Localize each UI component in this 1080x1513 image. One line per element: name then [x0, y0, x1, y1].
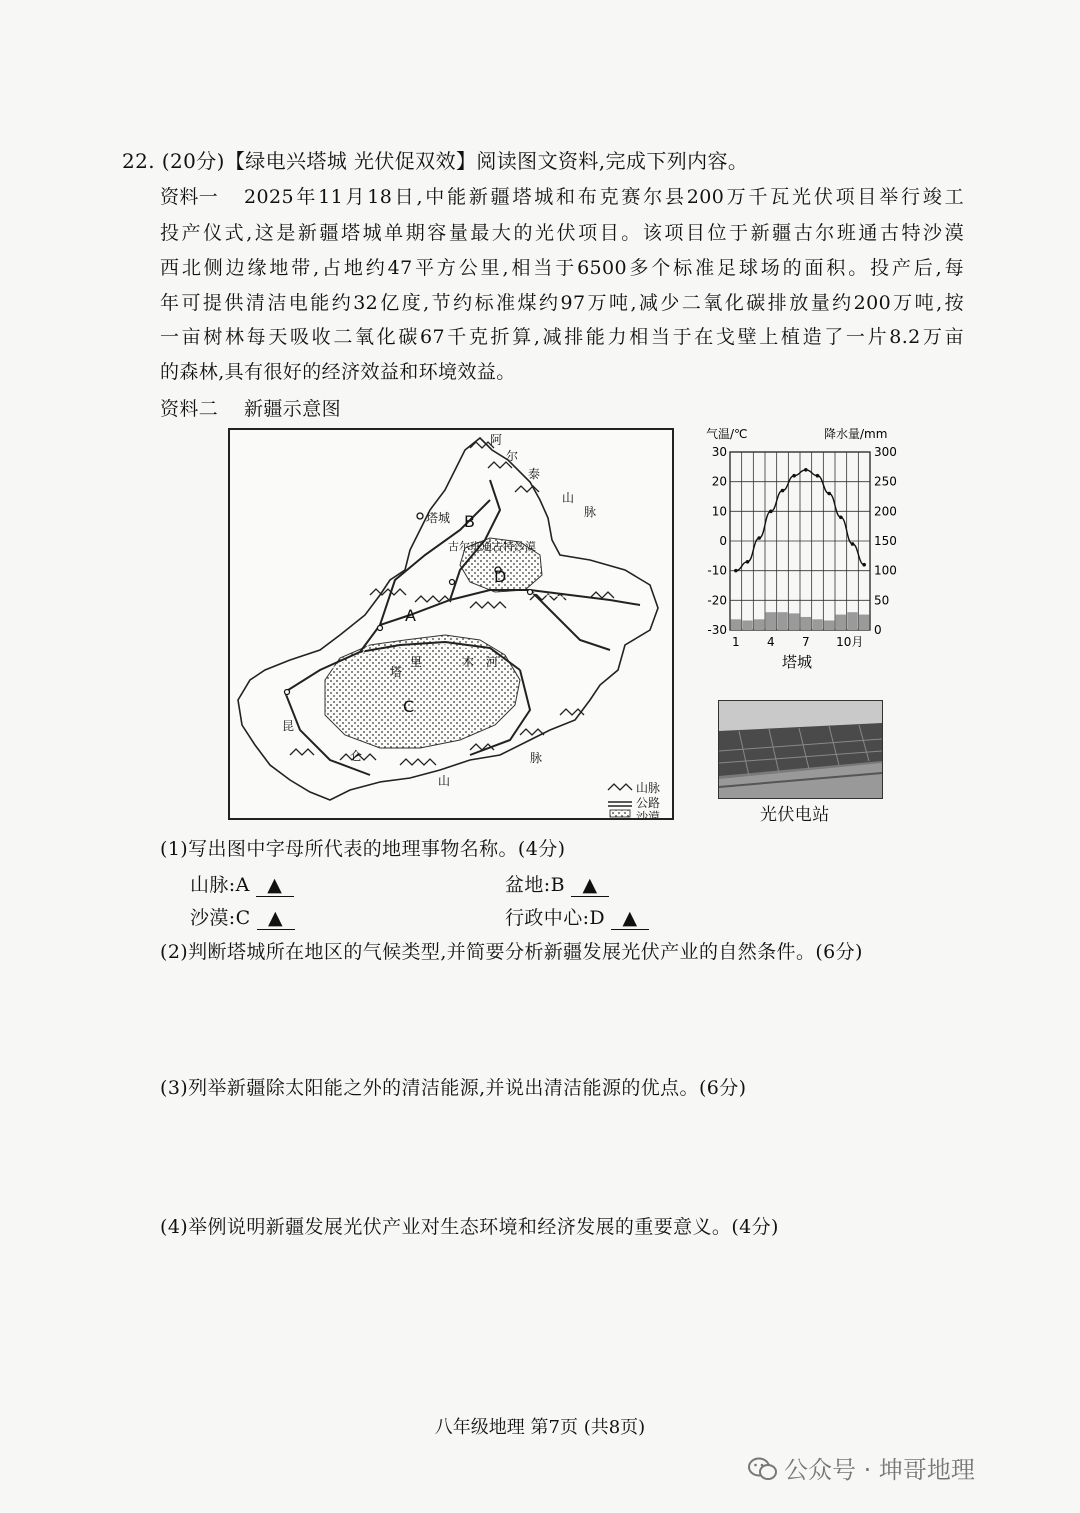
temperature-point	[862, 563, 866, 567]
label-c: C	[403, 697, 415, 716]
temperature-point	[734, 569, 738, 573]
precip-bar	[847, 612, 857, 630]
precip-tick-label: 100	[874, 563, 897, 578]
precip-tick-label: 50	[874, 593, 890, 608]
chart-station-name: 塔城	[782, 653, 813, 671]
label-tarim-1: 塔	[390, 665, 403, 679]
temp-tick-label: 10	[711, 504, 727, 519]
temperature-point	[851, 542, 855, 546]
precip-bar	[836, 615, 846, 630]
label-kunlun-4: 脉	[530, 751, 543, 765]
temp-tick-label: 0	[719, 534, 727, 548]
city-dot	[450, 580, 455, 585]
legend-mountain-label: 山脉	[636, 781, 661, 795]
temperature-point	[757, 536, 761, 540]
subq-1-a	[190, 870, 294, 897]
material-one-label: 资料一	[160, 186, 219, 208]
material-one-line-3: 西北侧边缘地带,占地约47平方公里,相当于6500多个标准足球场的面积。投产后,每	[160, 257, 964, 279]
label-gurbantunggut: 古尔班通古特沙漠	[448, 540, 536, 553]
temperature-point	[839, 515, 843, 519]
label-a: A	[405, 606, 416, 625]
precip-bar	[777, 612, 787, 630]
label-tarim-4: 河	[486, 655, 499, 669]
label-kunlun-3: 山	[438, 774, 451, 788]
label-altai-2: 尔	[506, 449, 519, 463]
temperature-point	[816, 474, 820, 478]
precip-bar	[859, 615, 869, 630]
precip-tick-label: 200	[874, 504, 897, 519]
material-one-line-4: 年可提供清洁电能约32亿度,节约标准煤约97万吨,减少二氧化碳排放量约200万吨,按	[160, 292, 964, 314]
climate-chart	[700, 420, 910, 675]
wechat-icon	[748, 1456, 778, 1482]
answer-blank-b[interactable]: ▲	[571, 874, 609, 897]
subq-1-b-label: 盆地:B	[505, 874, 565, 896]
temp-tick-label: -30	[707, 623, 727, 637]
xinjiang-map	[228, 428, 674, 820]
temperature-point	[781, 489, 785, 493]
climate-chart-svg	[700, 420, 910, 675]
material-one-line-2: 投产仪式,这是新疆塔城单期容量最大的光伏项目。该项目位于新疆古尔班通古特沙漠	[160, 222, 964, 244]
precip-bar	[754, 619, 764, 630]
subq-1-c	[190, 903, 295, 930]
subq-1-d-label: 行政中心:D	[505, 907, 606, 929]
month-tick-label: 10月	[836, 635, 864, 649]
temperature-point	[792, 474, 796, 478]
subq-1-a-label: 山脉:A	[190, 874, 250, 896]
month-tick-label: 1	[732, 635, 740, 649]
page-footer: 八年级地理 第7页 (共8页)	[434, 1417, 646, 1438]
temperature-point	[746, 560, 750, 564]
temp-tick-label: 20	[711, 474, 727, 489]
pv-station-photo	[718, 700, 883, 799]
label-altai-5: 脉	[584, 505, 597, 519]
subq-4: (4)举例说明新疆发展光伏产业对生态环境和经济发展的重要意义。(4分)	[160, 1216, 779, 1238]
legend-road-label: 公路	[636, 796, 661, 810]
subq-1-c-label: 沙漠:C	[190, 907, 251, 929]
subq-1-b	[505, 870, 609, 897]
material-one-line-6: 的森林,具有很好的经济效益和环境效益。	[160, 361, 516, 383]
label-d: D	[494, 567, 507, 586]
precip-bar	[789, 613, 799, 630]
map-svg	[230, 430, 672, 818]
photo-caption: 光伏电站	[760, 805, 830, 825]
pv-photo-svg	[719, 701, 882, 798]
subq-2: (2)判断塔城所在地区的气候类型,并简要分析新疆发展光伏产业的自然条件。(6分)	[160, 941, 863, 963]
watermark	[748, 1450, 975, 1485]
precip-bar	[766, 612, 776, 630]
month-tick-label: 7	[802, 635, 810, 649]
answer-blank-d[interactable]: ▲	[611, 907, 649, 930]
city-dot	[528, 590, 533, 595]
precip-axis-label: 降水量/mm	[824, 427, 888, 441]
label-tacheng: 塔城	[426, 511, 451, 525]
precip-bar	[731, 619, 741, 630]
answer-blank-a[interactable]: ▲	[256, 874, 294, 897]
label-altai-1: 阿	[490, 433, 503, 447]
question-header: 22. (20分)【绿电兴塔城 光伏促双效】阅读图文资料,完成下列内容。	[122, 149, 749, 173]
temperature-point	[827, 492, 831, 496]
tacheng-dot	[417, 513, 423, 519]
city-dot	[285, 690, 290, 695]
precip-tick-label: 250	[874, 474, 897, 489]
label-b: B	[464, 512, 475, 531]
answer-blank-c[interactable]: ▲	[257, 907, 295, 930]
material-two-title: 新疆示意图	[244, 398, 342, 420]
label-altai-3: 泰	[528, 467, 541, 481]
temp-tick-label: -10	[707, 563, 727, 578]
label-kunlun-2: 仑	[350, 749, 363, 763]
precip-bar	[812, 619, 822, 630]
label-tarim-3: 木	[462, 655, 475, 669]
legend-mountain-symbol	[608, 784, 632, 790]
precip-bar	[801, 617, 811, 630]
label-altai-4: 山	[562, 491, 575, 505]
xinjiang-outline	[238, 438, 661, 800]
material-one-line-1: 2025年11月18日,中能新疆塔城和布克赛尔县200万千瓦光伏项目举行竣工	[244, 186, 964, 208]
precip-bar	[742, 621, 752, 630]
label-kunlun-1: 昆	[282, 719, 295, 733]
precip-tick-label: 150	[874, 534, 897, 548]
watermark-text: 公众号 · 坤哥地理	[784, 1456, 975, 1484]
material-one-line-5: 一亩树林每天吸收二氧化碳67千克折算,减排能力相当于在戈壁上植造了一片8.2万亩	[160, 326, 964, 348]
subq-1: (1)写出图中字母所代表的地理事物名称。(4分)	[160, 838, 566, 860]
temp-tick-label: 30	[711, 445, 727, 459]
material-two-label: 资料二	[160, 398, 219, 420]
month-tick-label: 4	[767, 635, 775, 649]
subq-3: (3)列举新疆除太阳能之外的清洁能源,并说出清洁能源的优点。(6分)	[160, 1077, 747, 1099]
legend-desert-label: 沙漠	[636, 810, 661, 818]
precip-bar	[824, 621, 834, 630]
temp-axis-label: 气温/℃	[706, 427, 748, 441]
subq-1-d	[505, 903, 649, 930]
temp-tick-label: -20	[707, 593, 727, 608]
precip-tick-label: 0	[874, 623, 882, 637]
legend-desert-symbol	[610, 810, 630, 817]
label-tarim-2: 里	[410, 655, 423, 669]
precip-tick-label: 300	[874, 445, 897, 459]
temperature-point	[769, 510, 773, 514]
city-dot	[378, 626, 383, 631]
temperature-point	[804, 468, 808, 472]
